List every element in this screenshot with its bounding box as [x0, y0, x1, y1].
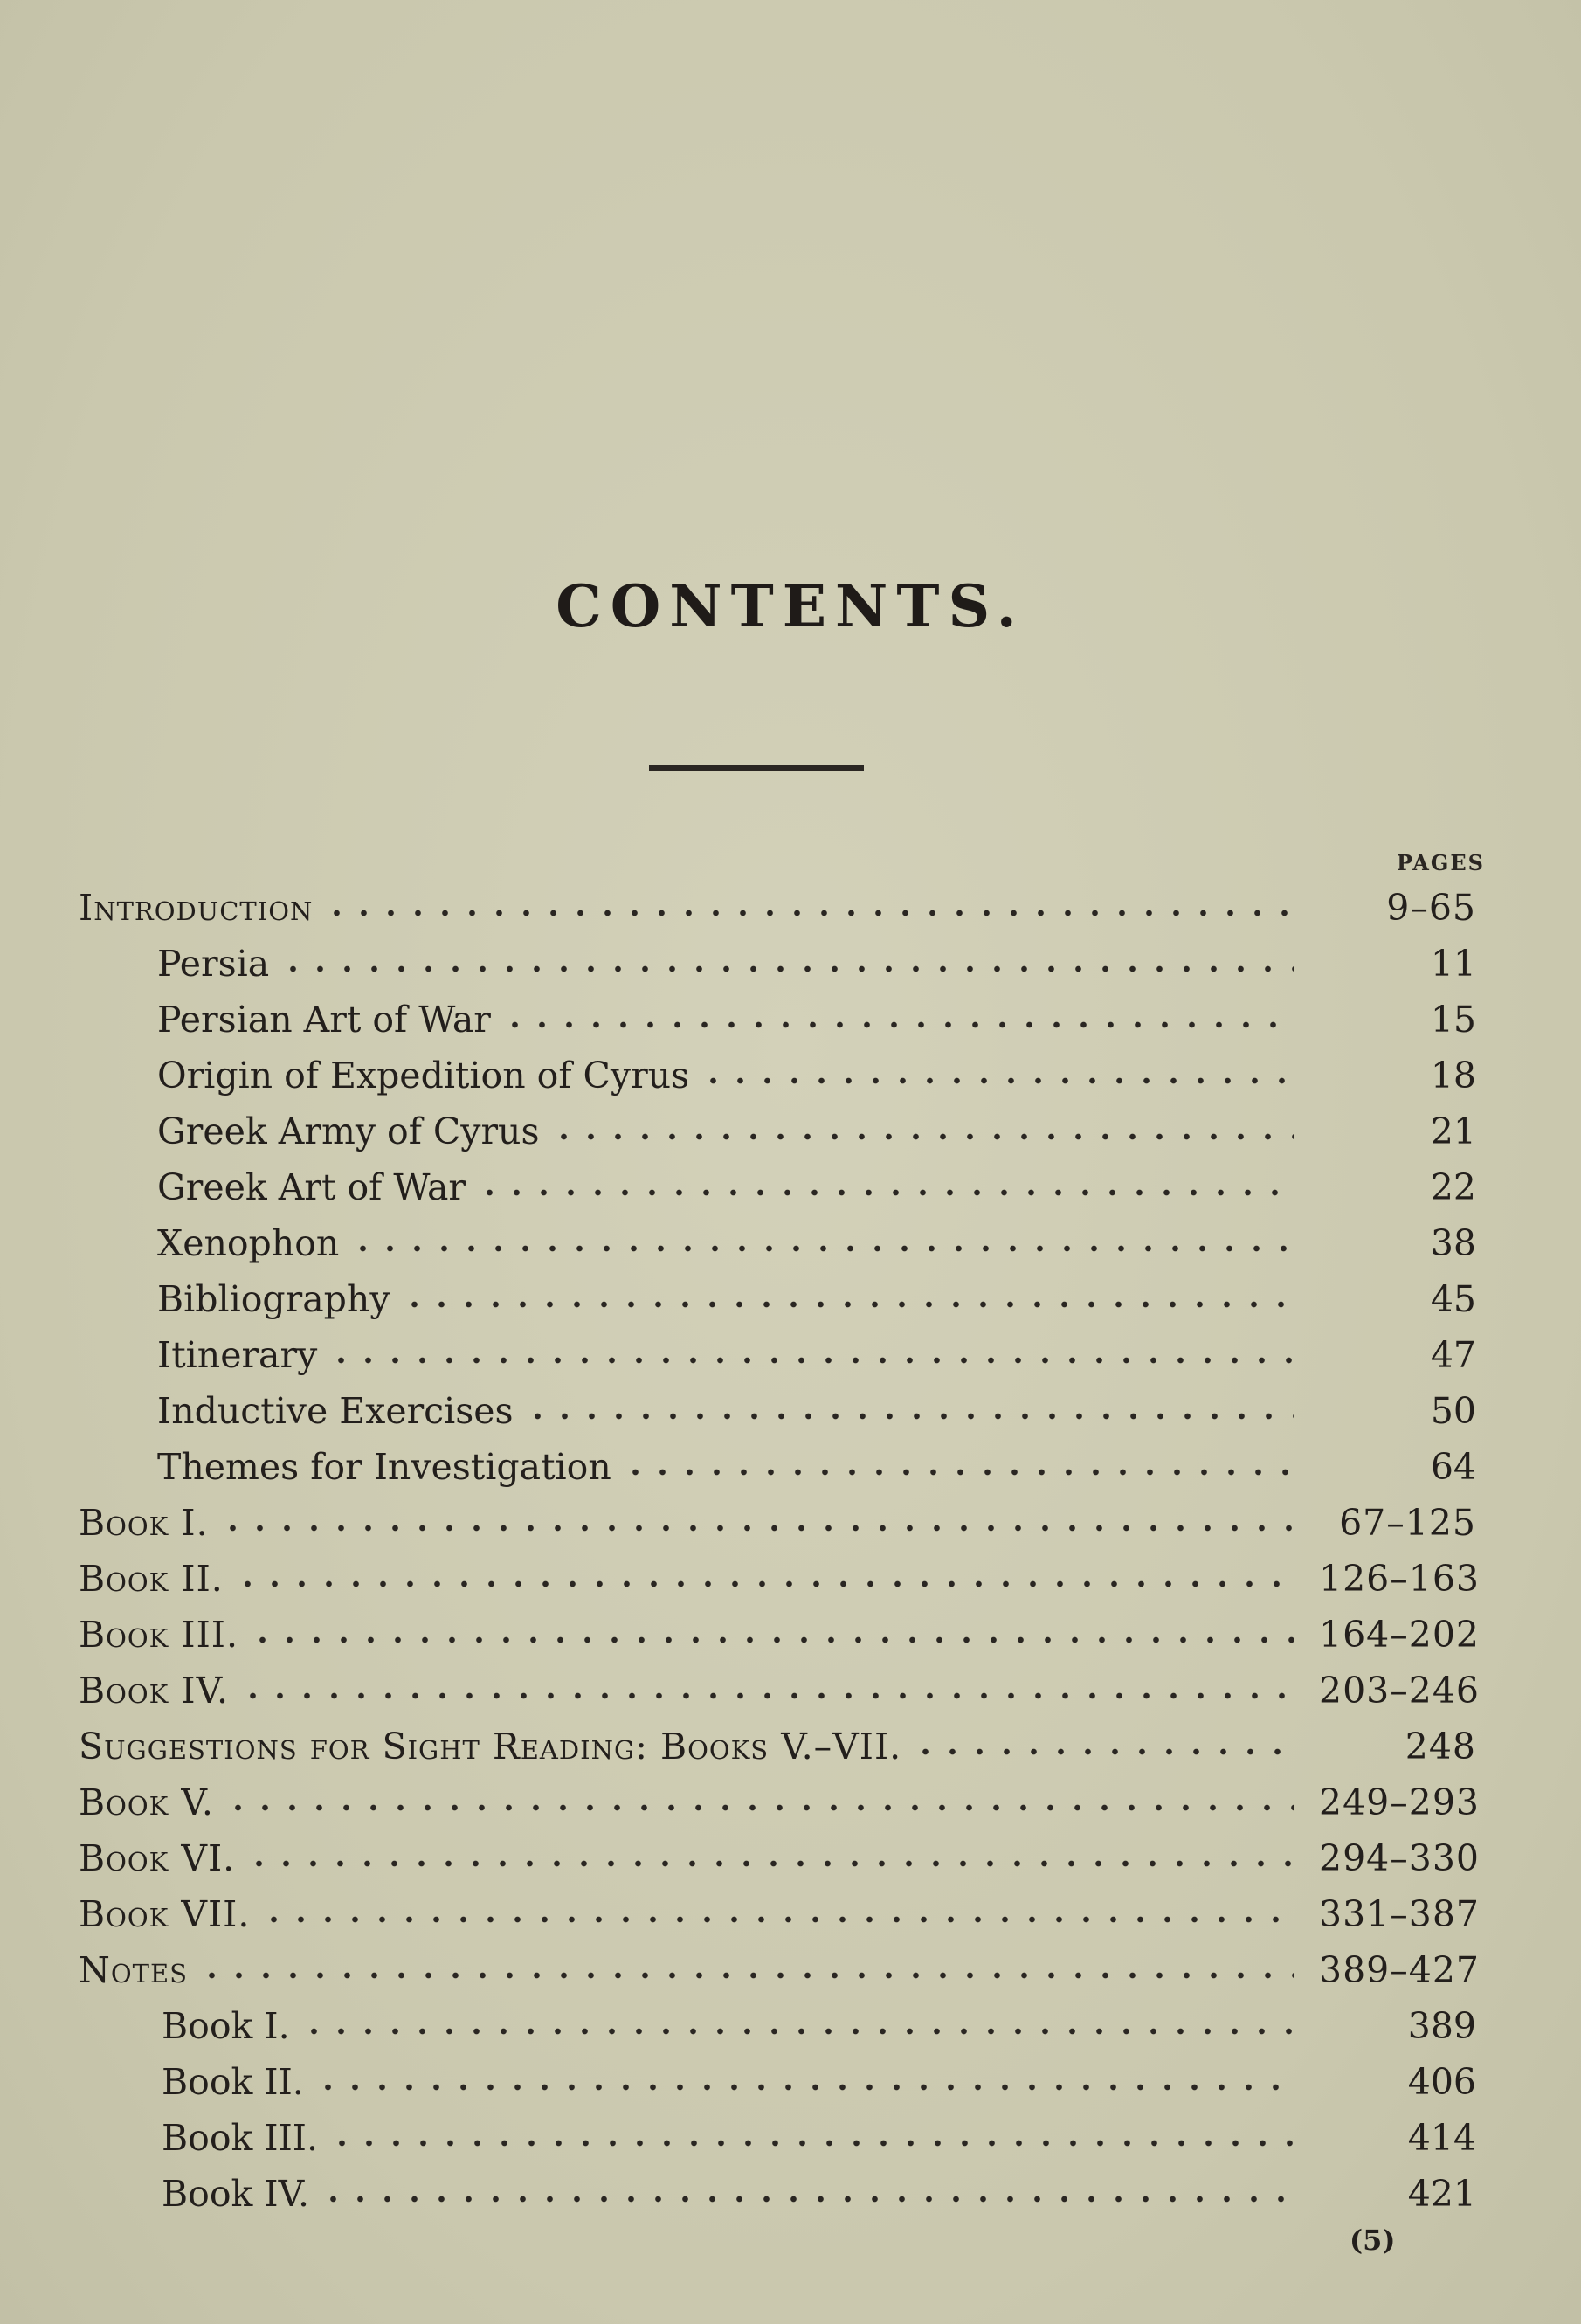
toc-entry-page: 389–427	[1319, 1949, 1481, 1991]
toc-entry-label: Book I.	[162, 2005, 290, 2047]
toc-entry-label: Xenophon	[157, 1222, 340, 1264]
toc-entry-page: 406	[1407, 2061, 1476, 2103]
toc-entry-label: Themes for Investigation	[157, 1446, 611, 1488]
toc-entry-page: 45	[1430, 1278, 1476, 1320]
toc-entry-xenophon	[157, 1215, 1476, 1271]
dot-leader	[700, 1077, 1294, 1084]
toc-entry-label: Book V.	[79, 1781, 214, 1823]
toc-entry-page: 67–125	[1339, 1502, 1476, 1544]
dot-leader	[219, 1525, 1294, 1532]
title-rule	[649, 765, 864, 771]
toc-entry-page: 421	[1407, 2173, 1476, 2215]
toc-entry-page: 22	[1430, 1166, 1476, 1208]
toc-entry-label: Suggestions for Sight Reading: Books V.–VII.	[79, 1726, 902, 1767]
toc-entry-greek-army-of-cyrus	[157, 1103, 1476, 1159]
toc-entry-book-6	[79, 1830, 1481, 1886]
dot-leader	[912, 1748, 1294, 1755]
toc-entry-itinerary	[157, 1327, 1476, 1383]
page-folio: (5)	[1350, 2224, 1396, 2257]
toc-entry-book-2	[79, 1551, 1481, 1607]
toc-entry-page: 47	[1430, 1334, 1476, 1376]
toc-entry-label: Book II.	[79, 1558, 224, 1600]
toc-entry-book-1	[79, 1495, 1476, 1551]
toc-entry-label: Persian Art of War	[157, 999, 491, 1041]
toc-entry-page: 331–387	[1319, 1893, 1481, 1935]
toc-entry-notes	[79, 1942, 1481, 1998]
toc-entry-persian-art-of-war	[157, 992, 1476, 1048]
toc-entry-page: 38	[1430, 1222, 1476, 1264]
dot-leader	[239, 1692, 1294, 1699]
toc-entry-page: 126–163	[1319, 1558, 1481, 1600]
dot-leader	[198, 1972, 1294, 1979]
toc-entry-notes-book-1	[162, 1998, 1476, 2054]
toc-entry-page: 248	[1405, 1726, 1476, 1767]
toc-entry-book-5	[79, 1774, 1481, 1830]
toc-entry-sight-reading	[79, 1719, 1476, 1774]
dot-leader	[524, 1413, 1294, 1420]
toc-entry-page: 64	[1430, 1446, 1476, 1488]
toc-entry-label: Notes	[79, 1949, 189, 1991]
dot-leader	[245, 1860, 1294, 1867]
dot-leader	[401, 1301, 1295, 1308]
toc-entry-notes-book-4	[162, 2166, 1476, 2222]
toc-entry-origin-of-expedition	[157, 1048, 1476, 1103]
dot-leader	[349, 1245, 1294, 1252]
dot-leader	[300, 2028, 1294, 2035]
toc-entry-page: 414	[1407, 2117, 1476, 2159]
toc-entry-label: Book II.	[162, 2061, 304, 2103]
page-title: CONTENTS.	[556, 572, 1025, 640]
dot-leader	[234, 1580, 1294, 1587]
toc-entry-label: Book VI.	[79, 1837, 236, 1879]
dot-leader	[280, 965, 1294, 972]
toc-entry-greek-art-of-war	[157, 1159, 1476, 1215]
toc-entry-inductive-exercises	[157, 1383, 1476, 1439]
toc-entry-bibliography	[157, 1271, 1476, 1327]
toc-entry-book-4	[79, 1663, 1481, 1719]
toc-entry-label: Book IV.	[162, 2173, 310, 2215]
dot-leader	[249, 1636, 1294, 1643]
toc-entry-label: Greek Army of Cyrus	[157, 1110, 540, 1152]
toc-entry-label: Inductive Exercises	[157, 1390, 514, 1432]
toc-entry-page: 389	[1407, 2005, 1476, 2047]
toc-entry-notes-book-3	[162, 2110, 1476, 2166]
dot-leader	[476, 1189, 1294, 1196]
dot-leader	[224, 1804, 1294, 1811]
toc-entry-label: Origin of Expedition of Cyrus	[157, 1055, 690, 1096]
toc-entry-label: Book III.	[162, 2117, 318, 2159]
toc-entry-themes-for-investigation	[157, 1439, 1476, 1495]
toc-entry-label: Book I.	[79, 1502, 209, 1544]
toc-entry-label: Itinerary	[157, 1334, 318, 1376]
toc-entry-page: 294–330	[1319, 1837, 1481, 1879]
toc-entry-page: 9–65	[1386, 887, 1476, 929]
toc-entry-page: 18	[1430, 1055, 1476, 1096]
toc-entry-page: 15	[1430, 999, 1476, 1041]
toc-entry-introduction	[79, 880, 1476, 936]
toc-entry-label: Book IV.	[79, 1670, 230, 1712]
toc-entry-persia	[157, 936, 1476, 992]
toc-entry-page: 11	[1430, 943, 1476, 985]
toc-entry-notes-book-2	[162, 2054, 1476, 2110]
toc-entry-book-7	[79, 1886, 1481, 1942]
dot-leader	[622, 1469, 1294, 1476]
pages-column-header: PAGES	[1396, 850, 1485, 875]
toc-entry-page: 249–293	[1319, 1781, 1481, 1823]
toc-entry-book-3	[79, 1607, 1481, 1663]
toc-entry-label: Greek Art of War	[157, 1166, 466, 1208]
toc-entry-label: Bibliography	[157, 1278, 390, 1320]
dot-leader	[260, 1916, 1294, 1923]
dot-leader	[328, 2140, 1294, 2147]
dot-leader	[314, 2084, 1294, 2091]
toc-entry-label: Book VII.	[79, 1893, 251, 1935]
dot-leader	[323, 910, 1294, 916]
toc-entry-page: 164–202	[1319, 1614, 1481, 1656]
toc-entry-label: Book III.	[79, 1614, 238, 1656]
dot-leader	[320, 2196, 1294, 2203]
dot-leader	[328, 1357, 1294, 1364]
toc-entry-label: Introduction	[79, 887, 314, 929]
toc-entry-page: 203–246	[1319, 1670, 1481, 1712]
toc-entry-page: 21	[1430, 1110, 1476, 1152]
dot-leader	[501, 1021, 1294, 1028]
toc-entry-label: Persia	[157, 943, 270, 985]
dot-leader	[550, 1133, 1294, 1140]
toc-entry-page: 50	[1430, 1390, 1476, 1432]
